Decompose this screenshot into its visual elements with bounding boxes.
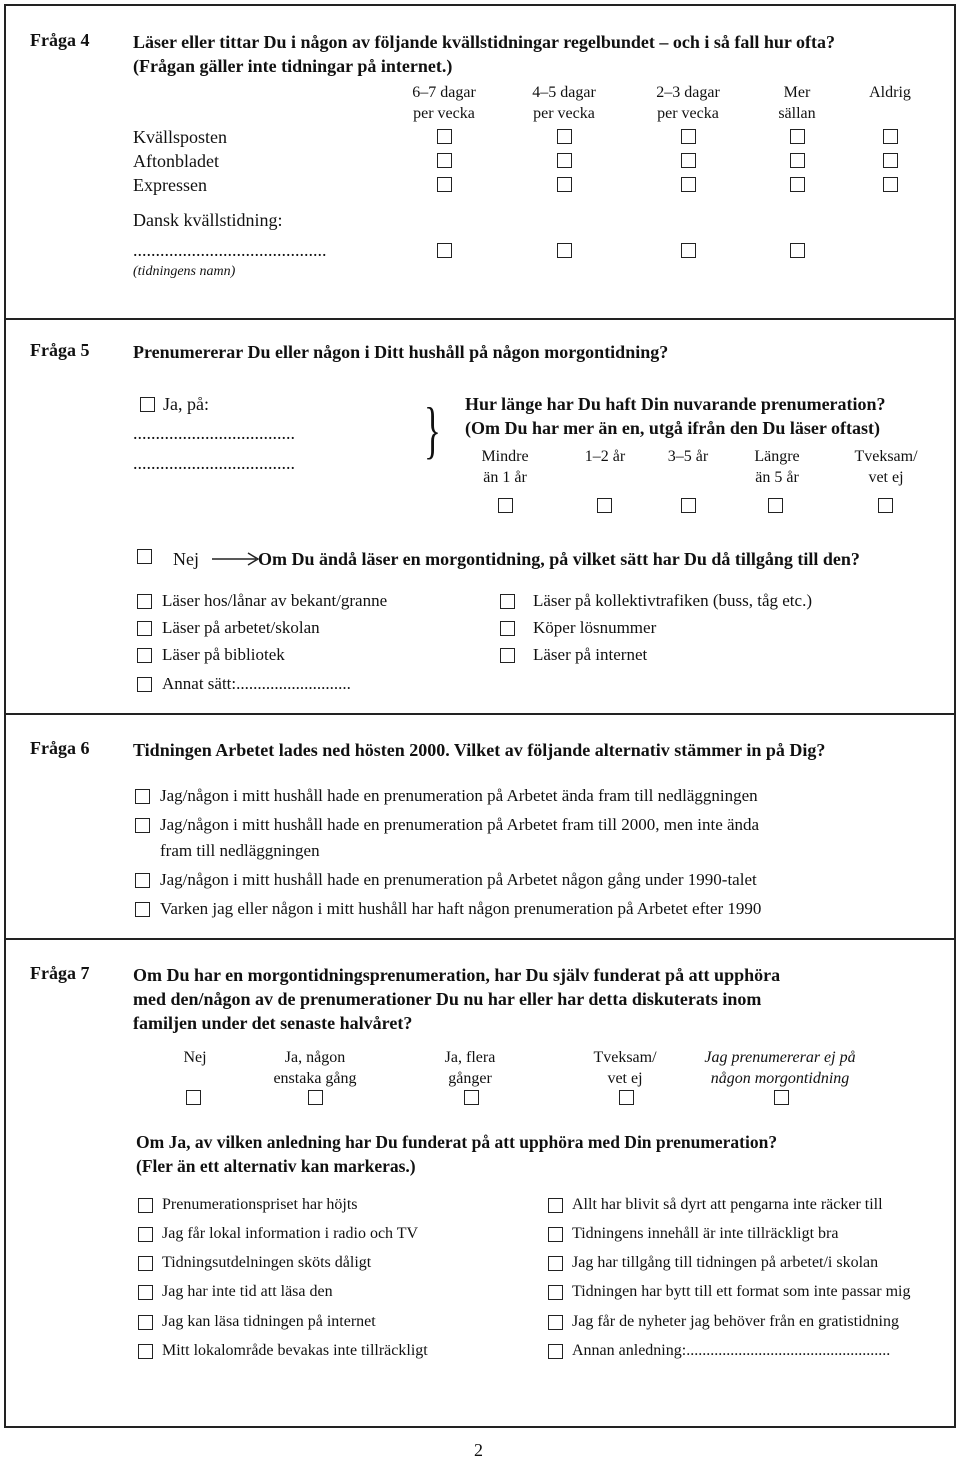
option-label: Mitt lokalområde bevakas inte tillräckligt — [162, 1342, 428, 1359]
col-line1: 6–7 dagar — [412, 84, 476, 101]
col-line2: Nej — [183, 1049, 207, 1066]
q7-col-header — [415, 1047, 525, 1089]
checkbox[interactable] — [137, 594, 152, 609]
checkbox[interactable] — [681, 129, 696, 144]
checkbox[interactable] — [619, 1090, 634, 1105]
q7-col-header — [145, 1047, 245, 1068]
checkbox[interactable] — [681, 243, 696, 258]
checkbox[interactable] — [138, 1315, 153, 1330]
divider-q5-q6 — [4, 713, 956, 715]
option-label: Läser på internet — [533, 645, 648, 664]
col-line2: någon morgontidning — [710, 1070, 850, 1087]
checkbox[interactable] — [790, 177, 805, 192]
duration-col-header — [638, 446, 738, 467]
option-label: Allt har blivit så dyrt att pengarna inte räcker till — [572, 1196, 883, 1213]
col-line2: enstaka gång — [273, 1070, 357, 1087]
checkbox[interactable] — [681, 153, 696, 168]
q4-label: Fråga 4 — [30, 30, 90, 50]
checkbox[interactable] — [135, 818, 150, 833]
checkbox[interactable] — [498, 498, 513, 513]
checkbox[interactable] — [437, 129, 452, 144]
checkbox[interactable] — [883, 153, 898, 168]
option-label: Jag/någon i mitt hushåll hade en prenumeration på Arbetet ända fram till nedläggningen — [160, 786, 758, 805]
option-label: Jag får de nyheter jag behöver från en gratistidning — [572, 1313, 899, 1330]
nej-followup-question: Om Du ändå läser en morgontidning, på vilket sätt har Du då tillgång till den? — [258, 549, 860, 569]
checkbox[interactable] — [500, 594, 515, 609]
option-label: Läser på arbetet/skolan — [162, 618, 320, 637]
checkbox[interactable] — [548, 1198, 563, 1213]
q7-followup-line2: (Fler än ett alternativ kan markeras.) — [136, 1156, 416, 1176]
option-label: Läser på bibliotek — [162, 645, 285, 664]
col-line2: per vecka — [657, 105, 719, 122]
checkbox[interactable] — [681, 177, 696, 192]
option-label: Tidningens innehåll är inte tillräckligt bra — [572, 1225, 839, 1242]
col-line1: Längre — [754, 448, 800, 465]
ja-checkbox[interactable] — [140, 397, 155, 412]
q7-question-line1: Om Du har en morgontidningsprenumeration, har Du själv funderat på att upphöra — [133, 965, 781, 985]
col-line2: 3–5 år — [667, 448, 709, 465]
q7-question-line2: med den/någon av de prenumerationer Du nu har eller har detta diskuterats inom — [133, 989, 762, 1009]
col-line2: sällan — [778, 105, 816, 122]
q4-col-header — [504, 82, 624, 124]
q7-col-header — [245, 1047, 385, 1089]
q4-col-header — [747, 82, 847, 124]
checkbox[interactable] — [135, 789, 150, 804]
col-line2: 1–2 år — [584, 448, 626, 465]
q4-row-label: Expressen — [133, 175, 207, 195]
checkbox[interactable] — [186, 1090, 201, 1105]
q4-row-label: Kvällsposten — [133, 127, 227, 147]
checkbox[interactable] — [138, 1344, 153, 1359]
checkbox[interactable] — [883, 177, 898, 192]
duration-note: (Om Du har mer än en, utgå ifrån den Du läser oftast) — [465, 418, 880, 438]
checkbox[interactable] — [548, 1315, 563, 1330]
duration-question: Hur länge har Du haft Din nuvarande prenumeration? — [465, 394, 886, 414]
checkbox[interactable] — [437, 243, 452, 258]
newspaper-name-field-2[interactable]: .................................... — [133, 453, 295, 473]
col-line1: Mindre — [481, 448, 529, 465]
option-label: Jag får lokal information i radio och TV — [162, 1225, 419, 1242]
checkbox[interactable] — [138, 1285, 153, 1300]
q7-col-header — [685, 1047, 875, 1089]
checkbox[interactable] — [137, 677, 152, 692]
col-line1: 2–3 dagar — [656, 84, 720, 101]
option-label: Jag kan läsa tidningen på internet — [162, 1313, 376, 1330]
checkbox[interactable] — [137, 648, 152, 663]
option-label: Jag/någon i mitt hushåll hade en prenumeration på Arbetet fram till 2000, men inte ända — [160, 815, 760, 834]
duration-col-header — [455, 446, 555, 488]
checkbox[interactable] — [135, 902, 150, 917]
checkbox[interactable] — [790, 153, 805, 168]
option-label: Varken jag eller någon i mitt hushåll har haft någon prenumeration på Arbetet efter 1990 — [160, 899, 762, 918]
checkbox[interactable] — [464, 1090, 479, 1105]
checkbox[interactable] — [883, 129, 898, 144]
option-label: Köper lösnummer — [533, 618, 657, 637]
col-line1: 4–5 dagar — [532, 84, 596, 101]
danish-paper-name-field[interactable]: ........................................... — [133, 240, 327, 260]
col-line1: Tveksam/ — [593, 1049, 657, 1066]
checkbox[interactable] — [790, 129, 805, 144]
nej-label: Nej — [173, 549, 199, 569]
q4-col-header — [628, 82, 748, 124]
checkbox[interactable] — [597, 498, 612, 513]
page-number: 2 — [474, 1440, 483, 1460]
checkbox[interactable] — [437, 177, 452, 192]
option-label: Tidningsutdelningen sköts dåligt — [162, 1254, 372, 1271]
col-line1: Ja, någon — [284, 1049, 346, 1066]
checkbox[interactable] — [768, 498, 783, 513]
checkbox[interactable] — [548, 1227, 563, 1242]
col-line2: Aldrig — [869, 84, 911, 101]
q4-row-label: Aftonbladet — [133, 151, 219, 171]
arrow-right-icon — [212, 551, 260, 567]
option-label: Tidningen har bytt till ett format som inte passar mig — [572, 1283, 911, 1300]
option-label: Annat sätt:........................... — [162, 674, 351, 693]
q4-question-line2: (Frågan gäller inte tidningar på internet.) — [133, 56, 453, 76]
checkbox[interactable] — [548, 1285, 563, 1300]
checkbox[interactable] — [138, 1227, 153, 1242]
col-line2: än 5 år — [755, 469, 799, 486]
col-line2: per vecka — [413, 105, 475, 122]
q6-question: Tidningen Arbetet lades ned hösten 2000. Vilket av följande alternativ stämmer in på Dig? — [133, 740, 826, 760]
q6-label: Fråga 6 — [30, 738, 90, 758]
col-line2: än 1 år — [483, 469, 527, 486]
col-line2: vet ej — [607, 1070, 643, 1087]
option-label: Jag/någon i mitt hushåll hade en prenumeration på Arbetet någon gång under 1990-talet — [160, 870, 757, 889]
q4-question-line1: Läser eller tittar Du i någon av följande kvällstidningar regelbundet – och i så fall hur ofta? — [133, 32, 836, 52]
option-label: Läser hos/lånar av bekant/granne — [162, 591, 388, 610]
col-line2: vet ej — [868, 469, 904, 486]
checkbox[interactable] — [137, 621, 152, 636]
q7-col-header — [570, 1047, 680, 1089]
col-line1: Tveksam/ — [854, 448, 918, 465]
option-label: Jag har tillgång till tidningen på arbetet/i skolan — [572, 1254, 879, 1271]
divider-q4-q5 — [4, 318, 956, 320]
checkbox[interactable] — [774, 1090, 789, 1105]
duration-col-header — [727, 446, 827, 488]
checkbox[interactable] — [500, 621, 515, 636]
checkbox[interactable] — [557, 243, 572, 258]
duration-col-header — [836, 446, 936, 488]
checkbox[interactable] — [138, 1256, 153, 1271]
option-label: Prenumerationspriset har höjts — [162, 1196, 358, 1213]
q5-question: Prenumererar Du eller någon i Ditt hushåll på någon morgontidning? — [133, 342, 669, 362]
q7-followup-line1: Om Ja, av vilken anledning har Du funderat på att upphöra med Din prenumeration? — [136, 1132, 778, 1152]
col-line2: per vecka — [533, 105, 595, 122]
ja-label: Ja, på: — [163, 394, 209, 414]
checkbox[interactable] — [548, 1256, 563, 1271]
col-line1: Mer — [783, 84, 811, 101]
option-label: Läser på kollektivtrafiken (buss, tåg etc.) — [533, 591, 812, 610]
newspaper-name-field-1[interactable]: .................................... — [133, 423, 295, 443]
checkbox[interactable] — [437, 153, 452, 168]
checkbox[interactable] — [138, 1198, 153, 1213]
col-line1: Jag prenumererar ej på — [704, 1049, 856, 1066]
q4-col-header — [384, 82, 504, 124]
q4-col-header — [840, 82, 940, 103]
q7-label: Fråga 7 — [30, 963, 90, 983]
brace-icon: } — [424, 394, 441, 465]
checkbox[interactable] — [681, 498, 696, 513]
option-label-continued: fram till nedläggningen — [160, 841, 320, 860]
checkbox[interactable] — [790, 243, 805, 258]
option-label: Jag har inte tid att läsa den — [162, 1283, 333, 1300]
q7-question-line3: familjen under det senaste halvåret? — [133, 1013, 413, 1033]
checkbox[interactable] — [557, 177, 572, 192]
checkbox[interactable] — [500, 648, 515, 663]
col-line2: gånger — [448, 1070, 492, 1087]
danish-paper-label: Dansk kvällstidning: — [133, 210, 283, 230]
checkbox[interactable] — [548, 1344, 563, 1359]
checkbox[interactable] — [878, 498, 893, 513]
checkbox[interactable] — [557, 129, 572, 144]
checkbox[interactable] — [557, 153, 572, 168]
divider-q6-q7 — [4, 938, 956, 940]
danish-paper-note: (tidningens namn) — [133, 264, 236, 279]
checkbox[interactable] — [135, 873, 150, 888]
nej-checkbox[interactable] — [137, 549, 152, 564]
option-label: Annan anledning:................................................... — [572, 1342, 891, 1359]
checkbox[interactable] — [308, 1090, 323, 1105]
q5-label: Fråga 5 — [30, 340, 90, 360]
col-line1: Ja, flera — [444, 1049, 496, 1066]
